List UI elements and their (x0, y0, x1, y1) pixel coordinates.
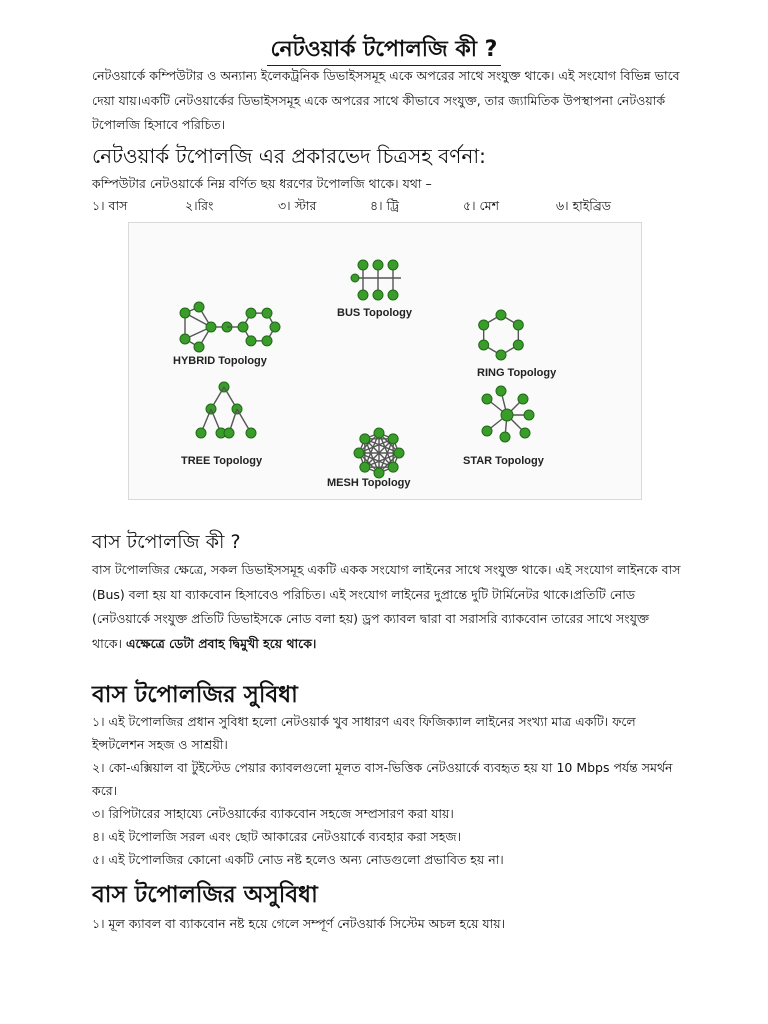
tree-leaf (224, 428, 234, 438)
hybrid-node (246, 336, 256, 346)
bus-node (388, 260, 398, 270)
ring-node (496, 350, 506, 360)
tree-leaf (246, 428, 256, 438)
star-node (520, 428, 530, 438)
types-list-item: ৪। ট্রি (370, 198, 400, 213)
ring-node (479, 340, 489, 350)
types-heading: নেটওয়ার্ক টপোলজি এর প্রকারভেদ চিত্রসহ বর্ণনা: (92, 144, 486, 168)
bus-node (358, 260, 368, 270)
page-title-text: নেটওয়ার্ক টপোলজি কী ? (267, 37, 502, 66)
ring-node (513, 320, 523, 330)
types-list-item: ৫। মেশ (463, 198, 499, 213)
bus-heading: বাস টপোলজি কী ? (92, 531, 241, 553)
hybrid-node (194, 302, 204, 312)
bus-description (92, 558, 682, 656)
tree-topology-label: TREE Topology (181, 455, 263, 467)
mesh-node (360, 434, 370, 444)
ring-node (513, 340, 523, 350)
hybrid-topology-label: HYBRID Topology (173, 355, 267, 367)
disadvantage-item: ১। মূল ক্যাবল বা ব্যাকবোন নষ্ট হয়ে গেলে সম্পূর্ণ নেটওয়ার্ক সিস্টেম অচল হয়ে যায়। (92, 916, 506, 931)
hybrid-node (180, 308, 190, 318)
hybrid-node (270, 322, 280, 332)
advantages-heading: বাস টপোলজির সুবিধা (92, 682, 298, 708)
star-topology-label: STAR Topology (463, 455, 544, 467)
star-node (518, 394, 528, 404)
intro-paragraph: নেটওয়ার্কে কম্পিউটার ও অন্যান্য ইলেকট্রনিক ডিভাইসসমূহ একে অপরের সাথে সংযুক্ত থাকে। এই সংযোগ বিভিন্ন ভাবে দেয়া যায়।একটি নেটওয়ার্কের ডিভাইসসমূহ একে অপরের সাথে কীভাবে সংযুক্ত, তার জ্যামিতিক উপস্থাপনা নেটওয়ার্ক টপোলজি হিসাবে পরিচিত। (92, 68, 680, 132)
ring-node (479, 320, 489, 330)
bus-node (373, 290, 383, 300)
bus-node (351, 274, 359, 282)
types-list-item: ২।রিং (185, 198, 214, 213)
bus-node (388, 290, 398, 300)
disadvantages-heading: বাস টপোলজির অসুবিধা (92, 882, 318, 908)
bus-description-text: বাস টপোলজির ক্ষেত্রে, সকল ডিভাইসসমূহ একটি একক সংযোগ লাইনের সাথে সংযুক্ত থাকে। এই সংযোগ লাইনকে বাস (Bus) বলা হয় যা ব্যাকবোন হিসাবেও পরিচিত। এই সংযোগ লাইনের দুপ্রান্তে দুটি টার্মিনেটর থাকে।প্রতিটি নোড (নেটওয়ার্কে সংযুক্ত প্রতিটি ডিভাইসকে নোড বলা হয়) ড্রপ ক্যাবল দ্বারা বা সরাসরি ব্যাকবোন তারের সাথে সংযুক্ত থাকে। (92, 562, 681, 651)
tree-leaf (196, 428, 206, 438)
mesh-node (360, 462, 370, 472)
advantage-item: ৫। এই টপোলজির কোনো একটি নোড নষ্ট হলেও অন্য নোডগুলো প্রভাবিত হয় না। (92, 852, 504, 867)
types-intro: কম্পিউটার নেটওয়ার্কে নিম্ন বর্ণিত ছয় ধরণের টপোলজি থাকে। যথা – (92, 176, 432, 191)
star-node (496, 386, 506, 396)
star-node (500, 432, 510, 442)
hybrid-node (238, 322, 248, 332)
mesh-node (388, 462, 398, 472)
ring-topology-label: RING Topology (477, 367, 557, 379)
mesh-node (354, 448, 364, 458)
bus-node (373, 260, 383, 270)
hybrid-hub (206, 322, 216, 332)
types-list-item: ১। বাস (92, 198, 128, 213)
ring-node (496, 310, 506, 320)
advantage-item: ২। কো-এক্সিয়াল বা টুইস্টেড পেয়ার ক্যাবলগুলো মূলত বাস-ভিত্তিক নেটওয়ার্কে ব্যবহৃত হয় যা 10 Mbps পর্যন্ত সমর্থন করে। (92, 760, 673, 798)
advantage-item: ৪। এই টপোলজি সরল এবং ছোট আকারের নেটওয়ার্কে ব্যবহার করা সহজ। (92, 829, 462, 844)
hybrid-node (180, 334, 190, 344)
bus-description-bold: এক্ষেত্রে ডেটা প্রবাহ দ্বিমুখী হয়ে থাকে। (125, 635, 317, 651)
types-list-item: ৩। স্টার (278, 198, 317, 213)
mesh-node (374, 428, 384, 438)
hybrid-node (246, 308, 256, 318)
bus-topology-label: BUS Topology (337, 307, 412, 319)
star-node (524, 410, 534, 420)
hybrid-node (262, 336, 272, 346)
advantage-item: ৩। রিপিটারের সাহায্যে নেটওয়ার্কের ব্যাকবোন সহজে সম্প্রসারণ করা যায়। (92, 806, 454, 821)
mesh-topology-label: MESH Topology (327, 477, 411, 489)
bus-node (358, 290, 368, 300)
hybrid-node (262, 308, 272, 318)
mesh-node (388, 434, 398, 444)
star-hub (501, 409, 513, 421)
types-list-item: ৬। হাইব্রিড (556, 198, 611, 213)
hybrid-node (194, 342, 204, 352)
star-node (482, 426, 492, 436)
advantage-item: ১। এই টপোলজির প্রধান সুবিধা হলো নেটওয়ার্ক খুব সাধারণ এবং ফিজিক্যাল লাইনের সংখ্যা মাত্র একটি। ফলে ইন্সটলেশন সহজ ও সাশ্রয়ী। (92, 714, 636, 752)
mesh-node (394, 448, 404, 458)
topology-figure (128, 222, 642, 500)
star-node (482, 394, 492, 404)
